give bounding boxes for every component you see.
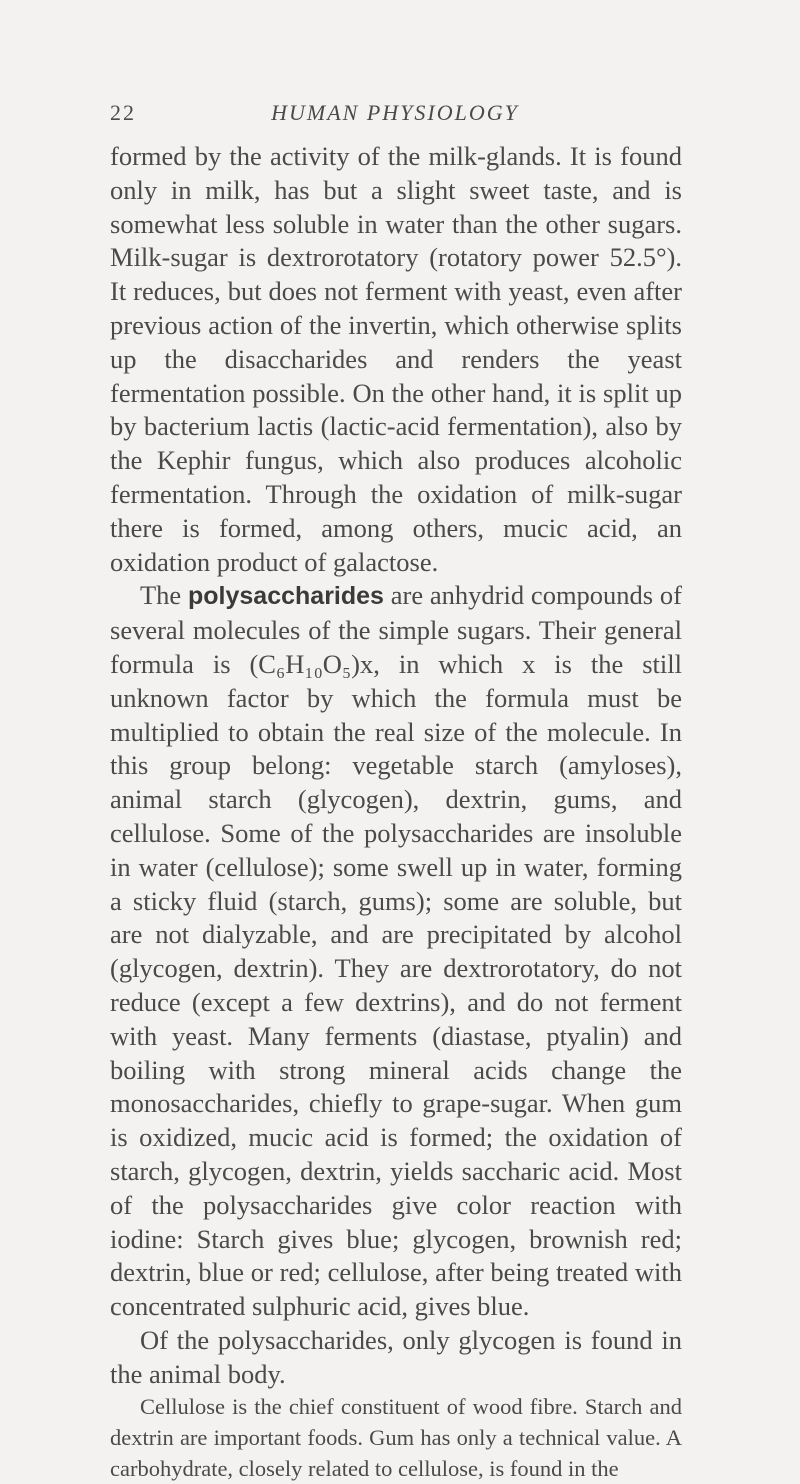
paragraph-lead: The	[140, 580, 189, 611]
body-text	[110, 140, 682, 1484]
running-title: HUMAN PHYSIOLOGY	[271, 100, 519, 125]
paragraph-polysaccharides	[110, 579, 682, 1324]
paragraph-glycogen: Of the polysaccharides, only glycogen is found in the animal body.	[110, 1324, 682, 1389]
general-formula: (C₆H₁₀O₅)x	[249, 648, 374, 679]
paragraph-milk-sugar: formed by the activity of the milk-glands. It is found only in milk, has but a slight sweet taste, and is somewhat less soluble in water than the other sugars. Milk-sugar is dextrorotatory (rotatory power 52.5°). It reduces, but does not ferment with yeast, even after previous action of the invertin, which otherwise splits up the disaccharides and renders the yeast fermentation possible. On the other hand, it is split up by bacterium lactis (lactic-acid fermentation), also by the Kephir fungus, which also produces alcoholic fermentation. Through the oxidation of milk-sugar there is formed, among others, mucic acid, an oxidation product of galactose.	[110, 141, 682, 577]
page-header	[110, 100, 680, 130]
paragraph-text: are anhydrid compounds of several molecules of the simple sugars. Their general formula is	[110, 580, 683, 679]
term-polysaccharides: polysaccharides	[188, 582, 384, 611]
page-number: 22	[110, 100, 136, 125]
paragraph-cellulose: Cellulose is the chief constituent of wood fibre. Starch and dextrin are important foods. Gum has only a technical value. A carbohydrate, closely related to cellulose, is found in the	[110, 1394, 682, 1482]
paragraph-text: , in which x is the still unknown factor by which the formula must be multiplied to obtain the real size of the molecule. In this group belong: vegetable starch (amyloses), animal starch (glycogen), dextrin, gums, and cellulose. Some of the polysaccharides are insoluble in water (cellulose); some swell up in water, forming a sticky fluid (starch, gums); some are soluble, but are not dialyzable, and are precipitated by alcohol (glycogen, dextrin). They are dextrorotatory, do not reduce (except a few dextrins), and do not ferment with yeast. Many ferments (diastase, ptyalin) and boiling with strong mineral acids change the monosaccharides, chiefly to grape-sugar. When gum is oxidized, mucic acid is formed; the oxidation of starch, glycogen, dextrin, yields saccharic acid. Most of the polysaccharides give color reaction with iodine: Starch gives blue; glycogen, brownish red; dextrin, blue or red; cellulose, after being treated with concentrated sulphuric acid, gives blue.	[110, 648, 682, 1322]
